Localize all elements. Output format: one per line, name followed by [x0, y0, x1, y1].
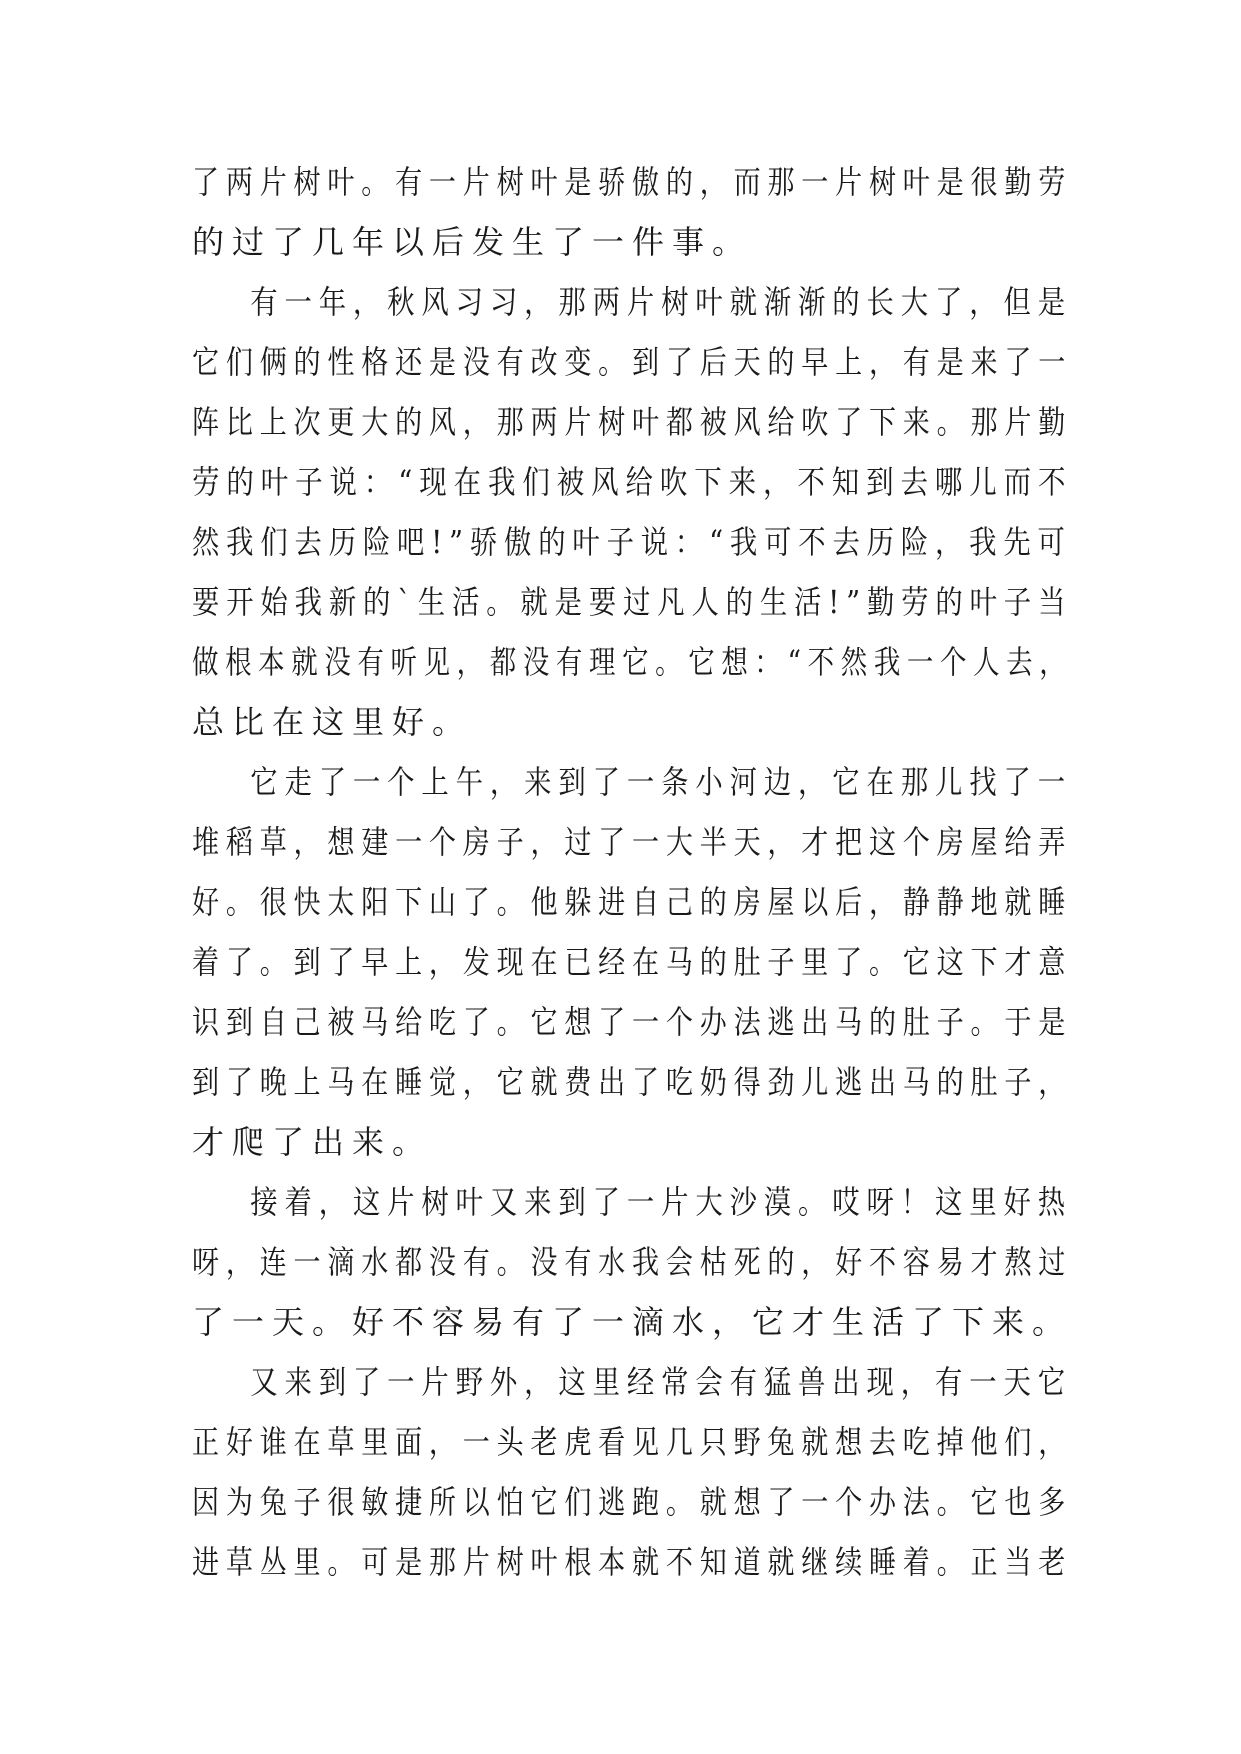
text-line: 堆稻草，想建一个房子，过了一大半天，才把这个房屋给弄 [192, 823, 1073, 861]
text-line: 正好谁在草里面，一头老虎看见几只野兔就想去吃掉他们， [192, 1423, 1073, 1461]
text-line: 进草丛里。可是那片树叶根本就不知道就继续睡着。正当老 [192, 1543, 1073, 1581]
text-line-content: 它走了一个上午，来到了一条小河边，它在那儿找了一 [250, 763, 1072, 801]
text-line: 呀，连一滴水都没有。没有水我会枯死的，好不容易才熬过 [192, 1243, 1073, 1281]
text-line [192, 272, 1072, 332]
text-line: 因为兔子很敏捷所以怕它们逃跑。就想了一个办法。它也多 [192, 1483, 1073, 1521]
text-line: 做根本就没有听见，都没有理它。它想：“不然我一个人去， [192, 643, 1073, 681]
text-line: 要开始我新的`生活。就是要过凡人的生活!”勤劳的叶子当 [192, 583, 1073, 621]
text-line [192, 1352, 1072, 1412]
paragraph-5 [192, 1352, 1072, 1592]
paragraph-2 [192, 272, 1072, 752]
text-line-content: 又来到了一片野外，这里经常会有猛兽出现，有一天它 [250, 1363, 1072, 1401]
text-line: 总比在这里好。 [192, 703, 473, 741]
text-line: 好。很快太阳下山了。他躲进自己的房屋以后，静静地就睡 [192, 883, 1073, 921]
text-line: 的过了几年以后发生了一件事。 [192, 223, 753, 261]
paragraph-3 [192, 752, 1072, 1172]
text-line-content: 有一年，秋风习习，那两片树叶就渐渐的长大了，但是 [250, 283, 1072, 321]
text-line: 才爬了出来。 [192, 1123, 433, 1161]
paragraph-1 [192, 152, 1072, 272]
text-line: 它们俩的性格还是没有改变。到了后天的早上，有是来了一 [192, 343, 1073, 381]
text-line: 识到自己被马给吃了。它想了一个办法逃出马的肚子。于是 [192, 1003, 1073, 1041]
paragraph-4 [192, 1172, 1072, 1352]
document-body [192, 152, 1072, 1592]
text-line [192, 752, 1072, 812]
text-line: 劳的叶子说：“现在我们被风给吹下来，不知到去哪儿而不 [192, 463, 1073, 501]
text-line: 了一天。好不容易有了一滴水，它才生活了下来。 [192, 1303, 1073, 1341]
text-line: 了两片树叶。有一片树叶是骄傲的，而那一片树叶是很勤劳 [192, 163, 1073, 201]
text-line [192, 1172, 1072, 1232]
text-line: 然我们去历险吧!”骄傲的叶子说：“我可不去历险，我先可 [192, 523, 1072, 561]
text-line: 着了。到了早上，发现在已经在马的肚子里了。它这下才意 [192, 943, 1073, 981]
text-line-content: 接着，这片树叶又来到了一片大沙漠。哎呀！这里好热 [250, 1183, 1072, 1221]
text-line: 阵比上次更大的风，那两片树叶都被风给吹了下来。那片勤 [192, 403, 1073, 441]
text-line: 到了晚上马在睡觉，它就费出了吃奶得劲儿逃出马的肚子， [192, 1063, 1073, 1101]
